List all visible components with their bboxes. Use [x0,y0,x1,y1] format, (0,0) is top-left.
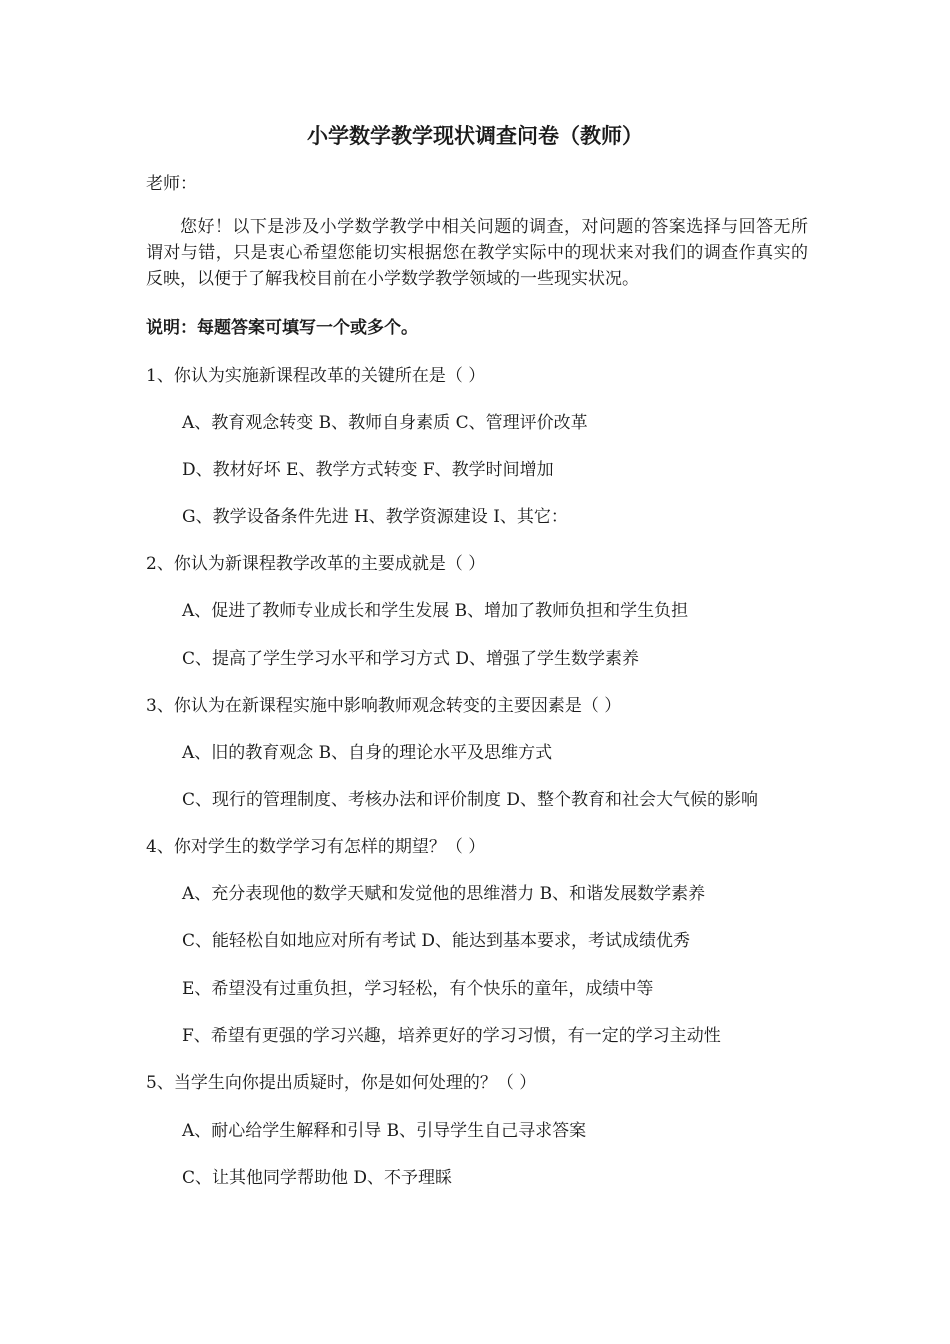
question-5: 5、当学生向你提出质疑时，你是如何处理的？（ ） [146,1073,537,1093]
question-1-options-line-3: G、教学设备条件先进 H、教学资源建设 I、其它： [182,507,568,527]
question-3: 3、你认为在新课程实施中影响教师观念转变的主要因素是（ ） [146,696,622,716]
question-4-options-line-1: A、充分表现他的数学天赋和发觉他的思维潜力 B、和谐发展数学素养 [182,884,706,904]
question-3-options-line-2: C、现行的管理制度、考核办法和评价制度 D、整个教育和社会大气候的影响 [182,790,759,810]
instruction-note: 说明：每题答案可填写一个或多个。 [146,318,418,338]
question-4: 4、你对学生的数学学习有怎样的期望？（ ） [146,837,486,857]
question-1-options-line-1: A、教育观念转变 B、教师自身素质 C、管理评价改革 [182,413,588,433]
question-5-options-line-1: A、耐心给学生解释和引导 B、引导学生自己寻求答案 [182,1121,587,1141]
intro-paragraph: 您好！以下是涉及小学数学教学中相关问题的调查，对问题的答案选择与回答无所谓对与错，只是衷心希望您能切实根据您在教学实际中的现状来对我们的调查作真实的反映，以便于了解我校目前在小学数学教学领域的一些现实状况。 [146,217,808,289]
page-title: 小学数学教学现状调查问卷（教师） [307,123,643,148]
question-2-options-line-2: C、提高了学生学习水平和学习方式 D、增强了学生数学素养 [182,649,640,669]
question-2: 2、你认为新课程教学改革的主要成就是（ ） [146,554,486,574]
question-3-options-line-1: A、旧的教育观念 B、自身的理论水平及思维方式 [182,743,553,763]
question-4-options-line-2: C、能轻松自如地应对所有考试 D、能达到基本要求，考试成绩优秀 [182,931,691,951]
question-1: 1、你认为实施新课程改革的关键所在是（ ） [146,366,486,386]
greeting: 老师： [146,174,197,194]
question-4-options-line-4: F、希望有更强的学习兴趣，培养更好的学习习惯，有一定的学习主动性 [182,1026,721,1046]
question-2-options-line-1: A、促进了教师专业成长和学生发展 B、增加了教师负担和学生负担 [182,601,689,621]
question-4-options-line-3: E、希望没有过重负担，学习轻松，有个快乐的童年，成绩中等 [182,979,654,999]
question-1-options-line-2: D、教材好坏 E、教学方式转变 F、教学时间增加 [182,460,554,480]
question-5-options-line-2: C、让其他同学帮助他 D、不予理睬 [182,1168,453,1188]
